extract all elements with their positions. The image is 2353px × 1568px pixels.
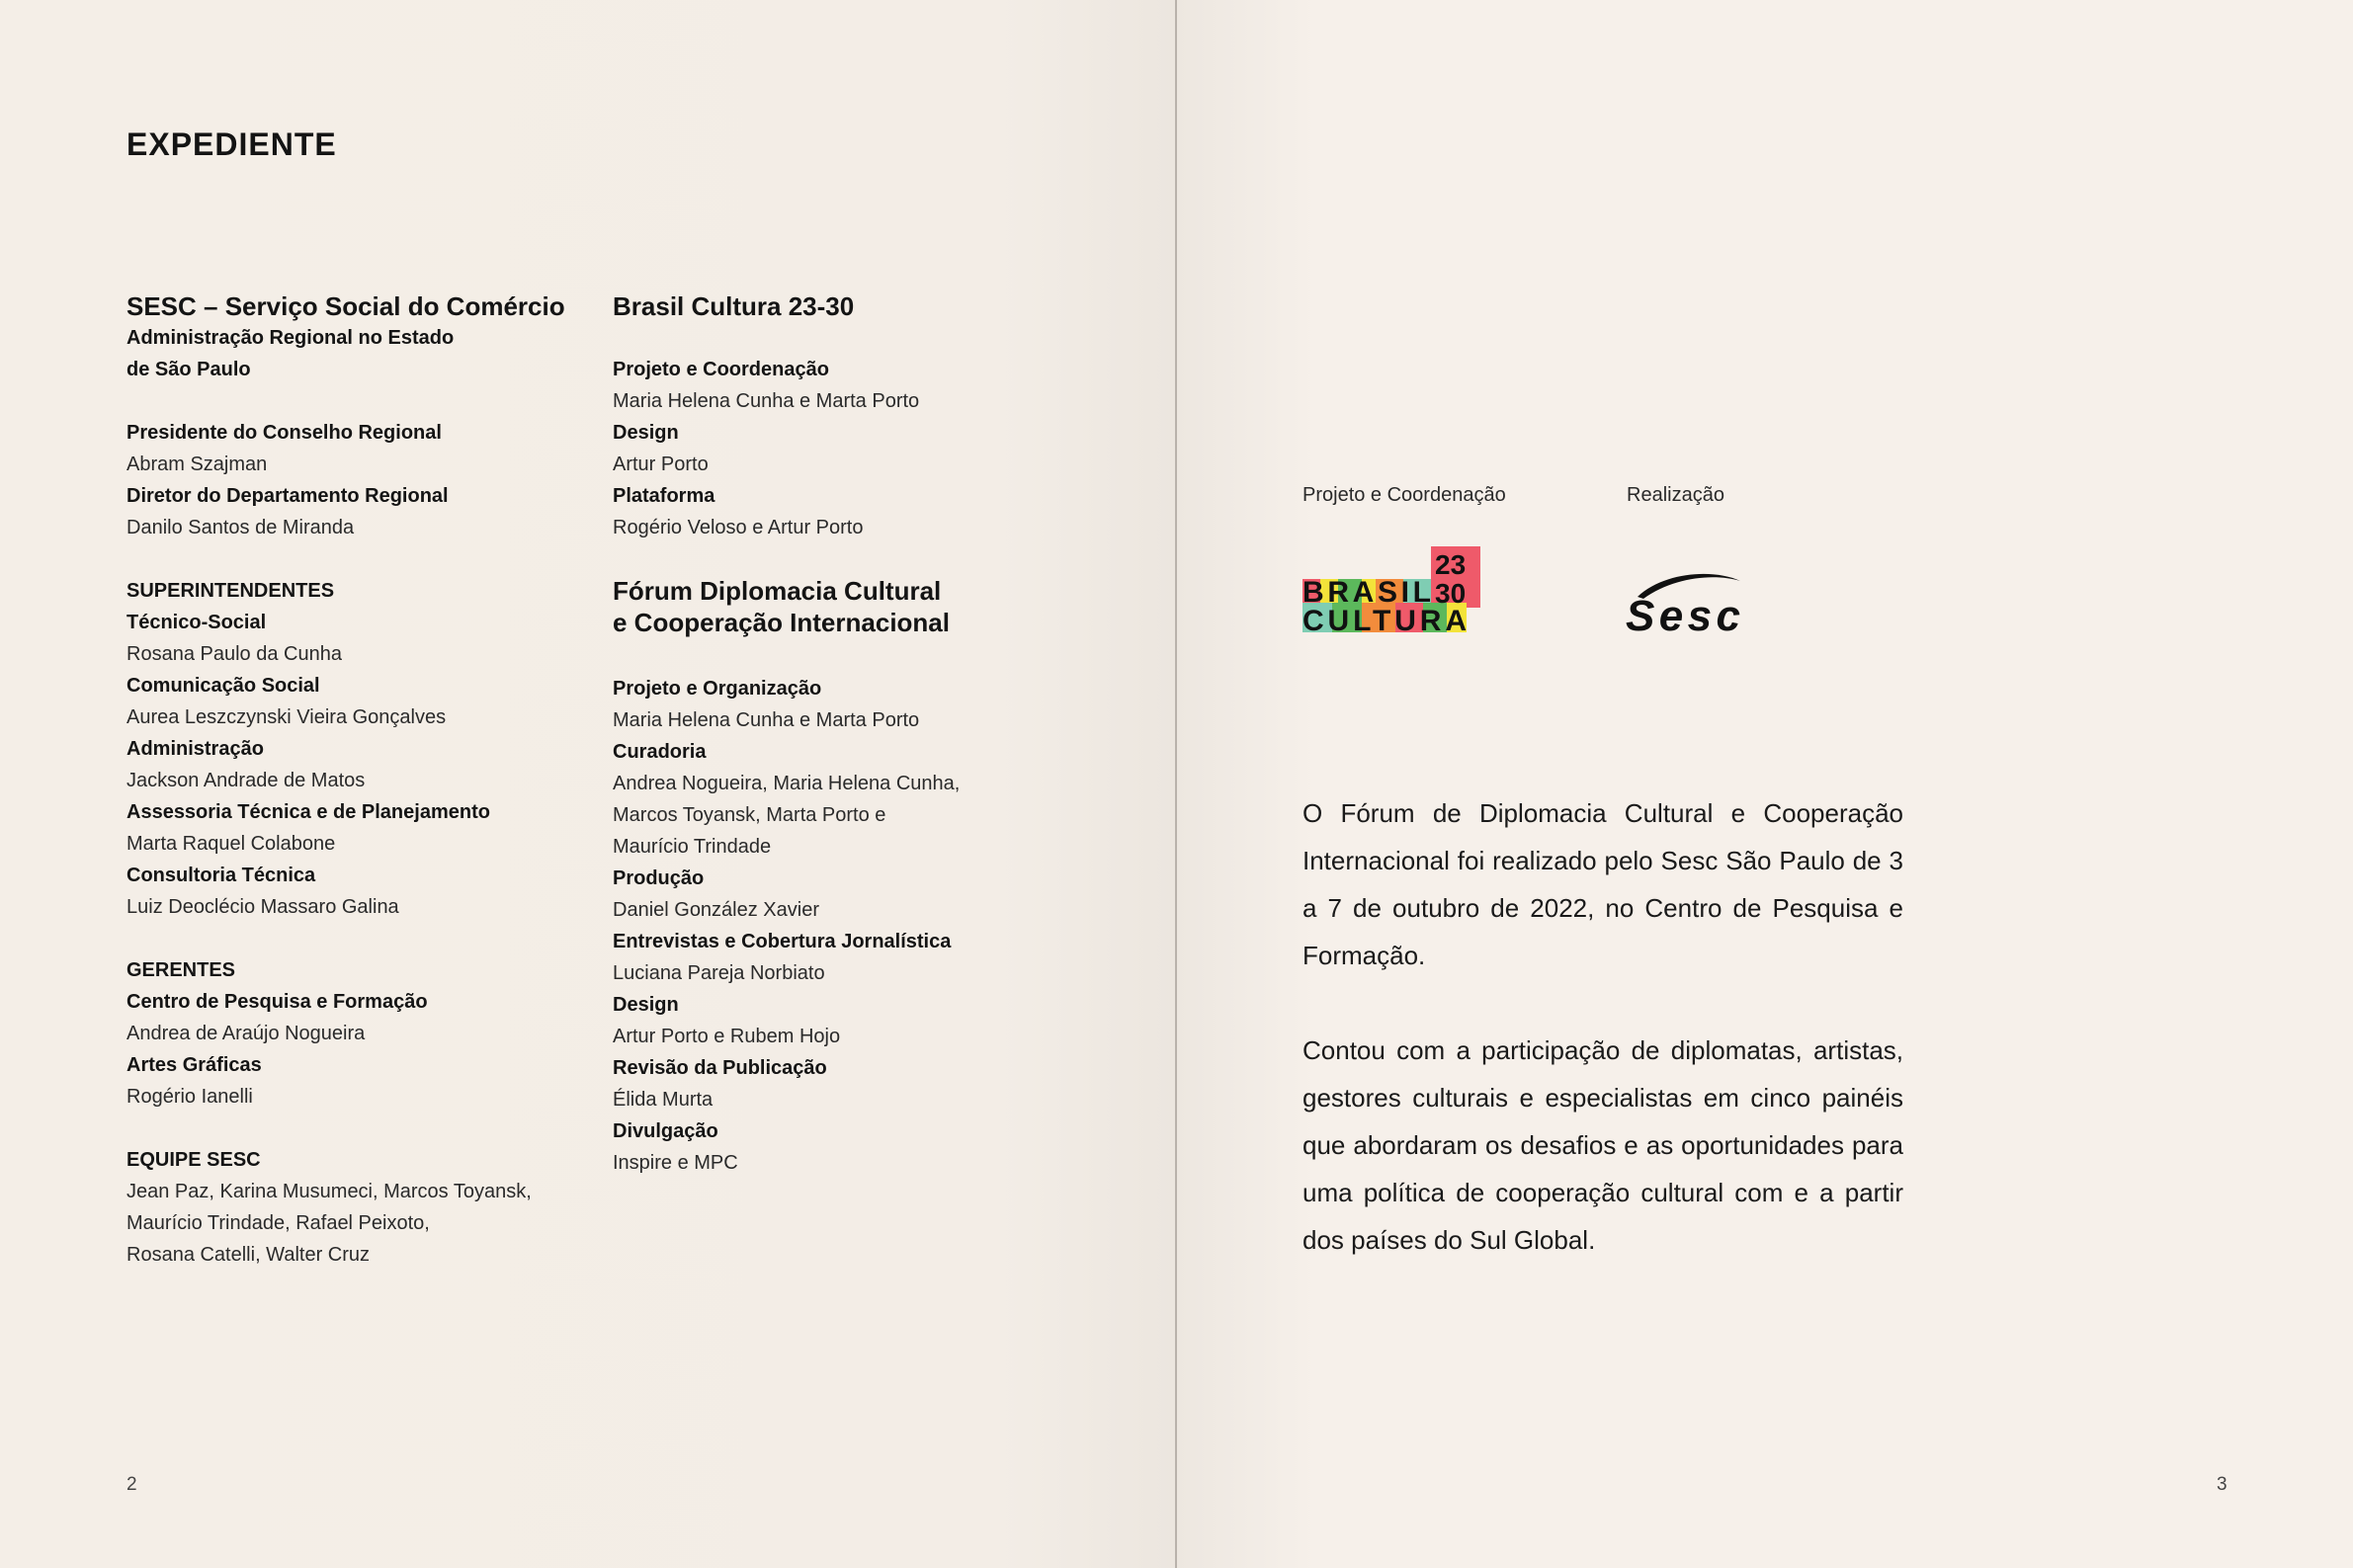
page-title: EXPEDIENTE (126, 126, 337, 162)
credit-role: Design (613, 994, 679, 1016)
credit-role: Entrevistas e Cobertura Jornalística (613, 931, 952, 952)
credit-name: Marta Raquel Colabone (126, 833, 336, 855)
credit-name: Rosana Catelli, Walter Cruz (126, 1244, 371, 1266)
credit-name: Maria Helena Cunha e Marta Porto (613, 390, 920, 412)
credit-role: Revisão da Publicação (613, 1057, 827, 1079)
spacer (613, 638, 960, 673)
credit-role: EQUIPE SESC (126, 1149, 261, 1171)
credit-role: Presidente do Conselho Regional (126, 422, 442, 444)
credit-role: Assessoria Técnica e de Planejamento (126, 801, 490, 823)
credit-role: Curadoria (613, 741, 707, 763)
credit-role: Design (613, 422, 679, 444)
label-realization: Realização (1627, 484, 1724, 506)
credit-role: Comunicação Social (126, 675, 320, 697)
intro-paragraph: O Fórum de Diplomacia Cultural e Cooperação Internacional foi realizado pelo Sesc São Paulo de 3 a 7 de outubro de 2022, no Centro de Pesquisa e Formação. (1303, 798, 1903, 970)
page-number: 2 (126, 1474, 137, 1495)
svg-text:CULTURA: CULTURA (1303, 605, 1467, 635)
credit-name: Rogério Ianelli (126, 1086, 253, 1108)
credit-role: Projeto e Coordenação (613, 359, 829, 380)
credit-role: Plataforma (613, 485, 715, 507)
credit-role: Centro de Pesquisa e Formação (126, 991, 428, 1013)
section-heading: Fórum Diplomacia Cultural (613, 576, 942, 606)
credit-name: Luiz Deoclécio Massaro Galina (126, 896, 399, 918)
credit-role: GERENTES (126, 959, 236, 981)
credits-column-brasil-cultura (613, 290, 960, 1179)
credit-role: Diretor do Departamento Regional (126, 485, 449, 507)
participation-paragraph: Contou com a participação de diplomatas, artistas, gestores culturais e especialistas em cinco painéis que abordaram os desafios e as oportunidades para uma política de cooperação cultural com e a partir dos países do Sul Global. (1303, 1035, 1903, 1255)
credit-name: Daniel González Xavier (613, 899, 819, 921)
credit-name: Inspire e MPC (613, 1152, 738, 1174)
credit-name: Andrea de Araújo Nogueira (126, 1023, 366, 1044)
credit-role: Administração Regional no Estado (126, 327, 455, 349)
credit-name: Aurea Leszczynski Vieira Gonçalves (126, 706, 447, 728)
credit-name: Luciana Pareja Norbiato (613, 962, 825, 984)
credit-role: Projeto e Organização (613, 678, 822, 700)
svg-text:BRASIL: BRASIL (1303, 576, 1431, 609)
left-page (0, 0, 1176, 1568)
credit-name: Maurício Trindade, Rafael Peixoto, (126, 1212, 430, 1234)
spacer (613, 322, 960, 354)
credit-name: Jean Paz, Karina Musumeci, Marcos Toyansk, (126, 1181, 532, 1202)
credit-name: Rogério Veloso e Artur Porto (613, 517, 864, 538)
credit-role: Administração (126, 738, 264, 760)
spacer (613, 543, 960, 575)
credit-role: Técnico-Social (126, 612, 267, 633)
section-heading: e Cooperação Internacional (613, 608, 950, 637)
section-heading: Brasil Cultura 23-30 (613, 291, 855, 321)
credit-role: Produção (613, 867, 705, 889)
credit-role: Divulgação (613, 1120, 718, 1142)
credit-role: Artes Gráficas (126, 1054, 262, 1076)
spacer (126, 923, 565, 954)
right-page (1177, 0, 2353, 1568)
section-heading: SESC – Serviço Social do Comércio (126, 291, 565, 321)
spacer (126, 385, 565, 417)
credit-name: Élida Murta (613, 1089, 714, 1111)
spacer (126, 543, 565, 575)
credit-name: Rosana Paulo da Cunha (126, 643, 342, 665)
sesc-logo (1626, 571, 1744, 634)
credit-role: Consultoria Técnica (126, 865, 316, 886)
page-number: 3 (2217, 1474, 2227, 1495)
credit-name: Maria Helena Cunha e Marta Porto (613, 709, 920, 731)
credit-role: SUPERINTENDENTES (126, 580, 335, 602)
credit-name: Danilo Santos de Miranda (126, 517, 355, 538)
credit-role: de São Paulo (126, 359, 251, 380)
credit-name: Artur Porto e Rubem Hojo (613, 1026, 841, 1047)
label-project-coordination: Projeto e Coordenação (1303, 484, 1506, 506)
credit-name: Jackson Andrade de Matos (126, 770, 366, 791)
svg-text:Sesc: Sesc (1626, 592, 1740, 634)
spacer (126, 1113, 565, 1144)
credit-name: Artur Porto (613, 454, 709, 475)
credit-name: Maurício Trindade (613, 836, 772, 858)
svg-text:23: 23 (1435, 549, 1467, 580)
brasil-cultura-logo (1303, 546, 1482, 635)
credit-name: Abram Szajman (126, 454, 268, 475)
credits-column-sesc (126, 290, 565, 1271)
svg-text:30: 30 (1435, 578, 1467, 609)
credit-name: Andrea Nogueira, Maria Helena Cunha, (613, 773, 961, 794)
credit-name: Marcos Toyansk, Marta Porto e (613, 804, 886, 826)
